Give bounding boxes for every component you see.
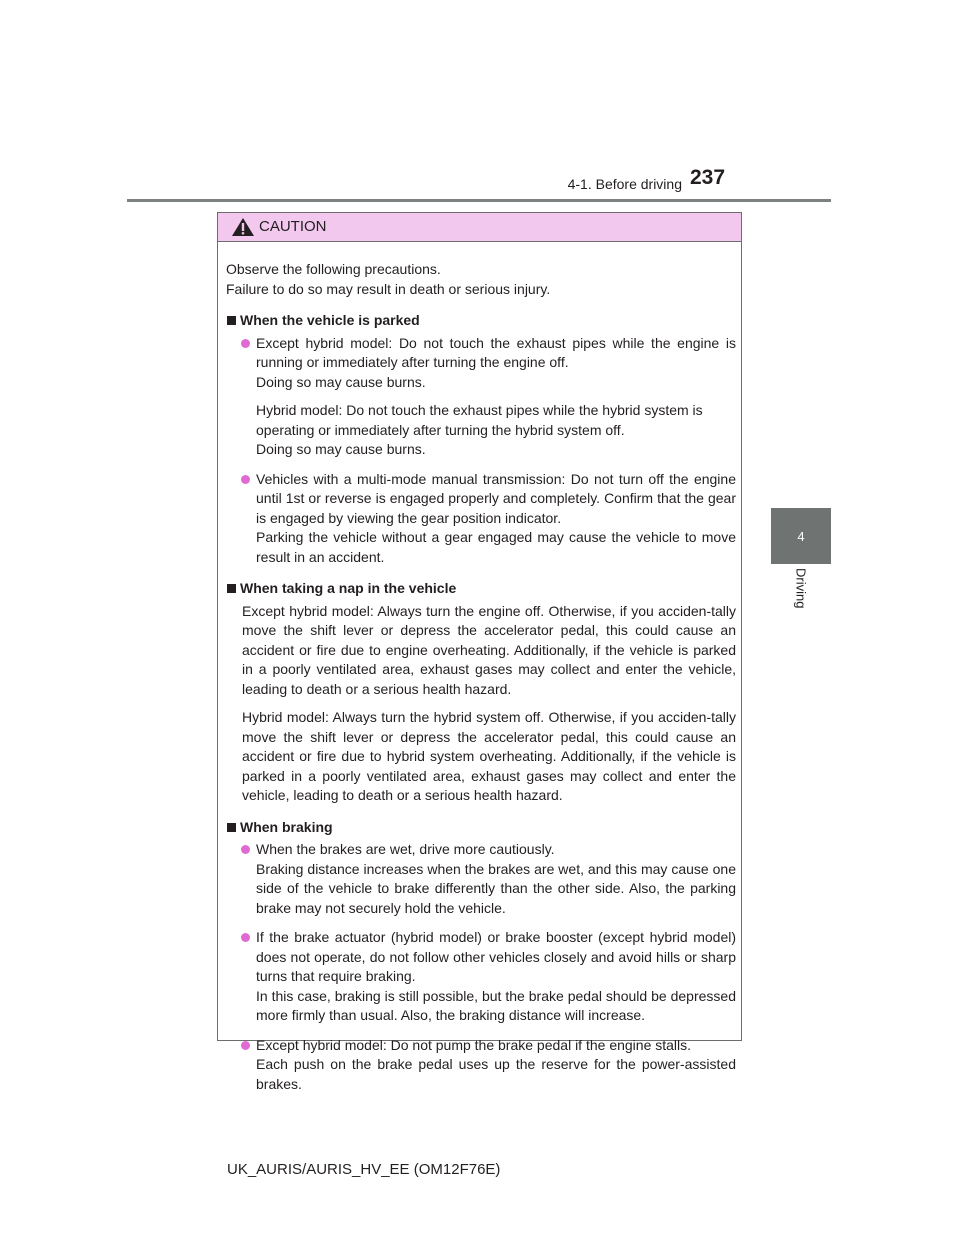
warning-triangle-icon — [231, 217, 255, 237]
bullet-item — [239, 1036, 736, 1095]
chapter-number: 4 — [797, 528, 805, 544]
paragraph: Hybrid model: Always turn the hybrid system off. Otherwise, if you acciden-tally move the shift lever or depress the accelerator pedal, this could cause an accident or fire due to hybrid system overheating. Additionally, if the vehicle is parked in a poorly ventilated area, exhaust gases may collect and enter the vehicle, leading to death or a serious health hazard. — [242, 709, 736, 803]
paragraph-subtext: Doing so may cause burns. — [256, 441, 426, 457]
paragraph-text: Hybrid model: Do not touch the exhaust pipes while the hybrid system is operating or immediately after turning the hybrid system off. — [256, 402, 703, 438]
indented-paragraph — [256, 401, 736, 460]
section-heading: When taking a nap in the vehicle — [226, 579, 736, 599]
bullet-text: When the brakes are wet, drive more cautiously. — [256, 841, 555, 857]
chapter-tab — [771, 508, 831, 564]
intro-line: Observe the following precautions. — [226, 261, 441, 277]
section-heading: When braking — [226, 818, 736, 838]
bullet-subtext: Parking the vehicle without a gear engaged may cause the vehicle to move result in an accident. — [256, 529, 736, 565]
caution-body — [218, 242, 741, 1094]
bullet-item — [239, 334, 736, 393]
intro-line: Failure to do so may result in death or serious injury. — [226, 280, 551, 297]
chapter-title: Driving — [793, 568, 809, 609]
bullet-text: Except hybrid model: Do not pump the brake pedal if the engine stalls. — [256, 1036, 692, 1053]
bullet-item — [239, 470, 736, 568]
bullet-subtext: Braking distance increases when the brakes are wet, and this may cause one side of the vehicle to brake differently than the other side. Also, the parking brake may not securely hold the vehicle. — [256, 860, 736, 916]
chapter-side-label — [771, 568, 831, 628]
section-taking-nap — [226, 579, 736, 806]
bullet-item — [239, 928, 736, 1026]
section-vehicle-parked — [226, 311, 736, 567]
bullet-text: Except hybrid model: Do not touch the exhaust pipes while the engine is running or immediately after turning the engine off. — [256, 334, 736, 370]
page-number: 237 — [690, 166, 726, 189]
bullet-text: If the brake actuator (hybrid model) or brake booster (except hybrid model) does not operate, do not follow other vehicles closely and avoid hills or sharp turns that require braking. — [256, 929, 736, 984]
caution-header — [218, 213, 741, 242]
bullet-subtext: Doing so may cause burns. — [256, 373, 426, 390]
bullet-item — [239, 840, 736, 918]
paragraph: Except hybrid model: Always turn the engine off. Otherwise, if you acciden-tally move the shift lever or depress the accelerator pedal, this could cause an accident or fire due to engine overheating. Additionally, if the vehicle is parked in a poorly ventilated area, exhaust gases may collect and enter the vehicle, leading to death or a serious health hazard. — [242, 602, 736, 697]
manual-id: UK_AURIS/AURIS_HV_EE (OM12F76E) — [227, 1161, 501, 1178]
caution-box — [217, 212, 742, 1092]
section-braking — [226, 818, 736, 1095]
bullet-subtext: Each push on the brake pedal uses up the reserve for the power-assisted brakes. — [256, 1056, 736, 1092]
caution-intro — [226, 260, 736, 299]
bullet-text: Vehicles with a multi-mode manual transmission: Do not turn off the engine until 1st or reverse is engaged properly and completely. Confirm that the gear is engaged by viewing the gear position indicator. — [256, 470, 736, 526]
bullet-subtext: In this case, braking is still possible, but the brake pedal should be depressed more firmly than usual. Also, the braking distance will increase. — [256, 987, 736, 1023]
caution-title: CAUTION — [259, 218, 327, 235]
header-section-title: 4-1. Before driving — [567, 176, 682, 192]
section-heading: When the vehicle is parked — [226, 311, 736, 331]
header-rule — [127, 199, 831, 202]
